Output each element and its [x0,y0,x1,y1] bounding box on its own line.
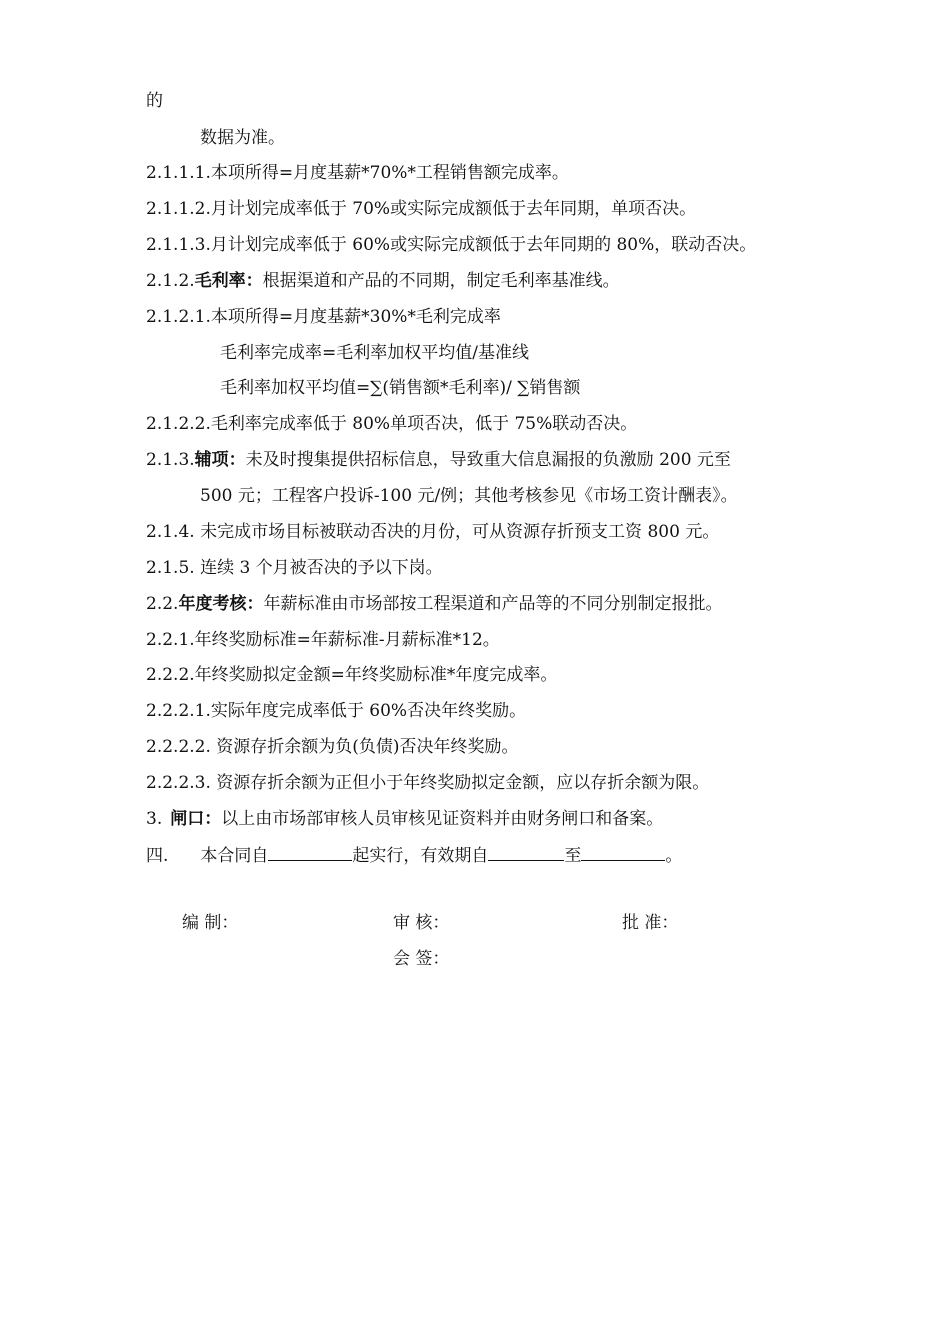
section-number: 2.1.3. [146,450,195,470]
section-number: 2.1.2. [146,271,195,291]
text-line: 的 [146,91,163,111]
section-number: 3. [146,809,163,829]
section-heading-annual-review [146,593,722,615]
section-bold-title: 毛利率： [194,271,263,291]
section-bold-title: 辅项： [194,450,246,470]
section-bold-title: 闸口： [170,809,222,829]
signature-review: 审 核： [393,913,450,933]
text-line: 2.2.2.1.实际年度完成率低于 60%否决年终奖励。 [146,701,527,721]
blank-field-valid-from[interactable] [488,844,564,861]
section-number: 2.2. [146,594,179,614]
text-line: 2.1.1.3.月计划完成率低于 60%或实际完成额低于去年同期的 80%，联动否决。 [146,235,757,255]
formula-line: 毛利率加权平均值=∑(销售额*毛利率)/ ∑销售额 [220,378,581,398]
text-segment: 至 [564,846,582,866]
text-segment: 。 [665,846,683,866]
formula-line: 毛利率完成率=毛利率加权平均值/基准线 [220,343,529,363]
text-line: 2.1.4. 未完成市场目标被联动否决的月份，可从资源存折预支工资 800 元。 [146,522,720,542]
text-line: 2.1.2.1.本项所得=月度基薪*30%*毛利完成率 [146,307,501,327]
signature-approve: 批 准： [622,913,679,933]
text-line: 2.2.2.3. 资源存折余额为正但小于年终奖励拟定金额，应以存折余额为限。 [146,773,710,793]
text-line: 2.2.1.年终奖励标准=年薪标准-月薪标准*12。 [146,630,500,650]
text-line: 2.2.2.2. 资源存折余额为负(负债)否决年终奖励。 [146,737,519,757]
section-text: 以上由市场部审核人员审核见证资料并由财务闸口和备案。 [221,809,664,829]
text-segment: 起实行，有效期自 [352,846,489,866]
section-heading-auxiliary [146,449,731,471]
section-number: 四. [146,846,169,866]
text-line: 2.1.5. 连续 3 个月被否决的予以下岗。 [146,558,443,578]
section-text: 未及时搜集提供招标信息，导致重大信息漏报的负激励 200 元至 [245,450,731,470]
blank-field-start-date[interactable] [268,844,352,861]
text-segment: 本合同自 [200,846,269,866]
signature-compile: 编 制： [182,913,239,933]
text-line: 2.1.1.1.本项所得=月度基薪*70%*工程销售额完成率。 [146,163,569,183]
text-line: 数据为准。 [200,128,285,148]
text-line: 2.1.1.2.月计划完成率低于 70%或实际完成额低于去年同期，单项否决。 [146,199,697,219]
text-line: 500 元；工程客户投诉-100 元/例；其他考核参见《市场工资计酬表》。 [200,486,738,506]
text-line: 2.1.2.2.毛利率完成率低于 80%单项否决，低于 75%联动否决。 [146,414,638,434]
section-heading-gross-margin [146,270,620,292]
text-line: 2.2.2.年终奖励拟定金额=年终奖励标准*年度完成率。 [146,665,558,685]
section-text: 年薪标准由市场部按工程渠道和产品等的不同分别制定报批。 [263,594,723,614]
section-heading-gate [146,808,663,830]
contract-validity-line [146,844,682,867]
section-bold-title: 年度考核： [178,594,264,614]
section-text: 根据渠道和产品的不同期，制定毛利率基准线。 [262,271,620,291]
signature-countersign: 会 签： [393,949,450,969]
blank-field-valid-to[interactable] [581,844,665,861]
